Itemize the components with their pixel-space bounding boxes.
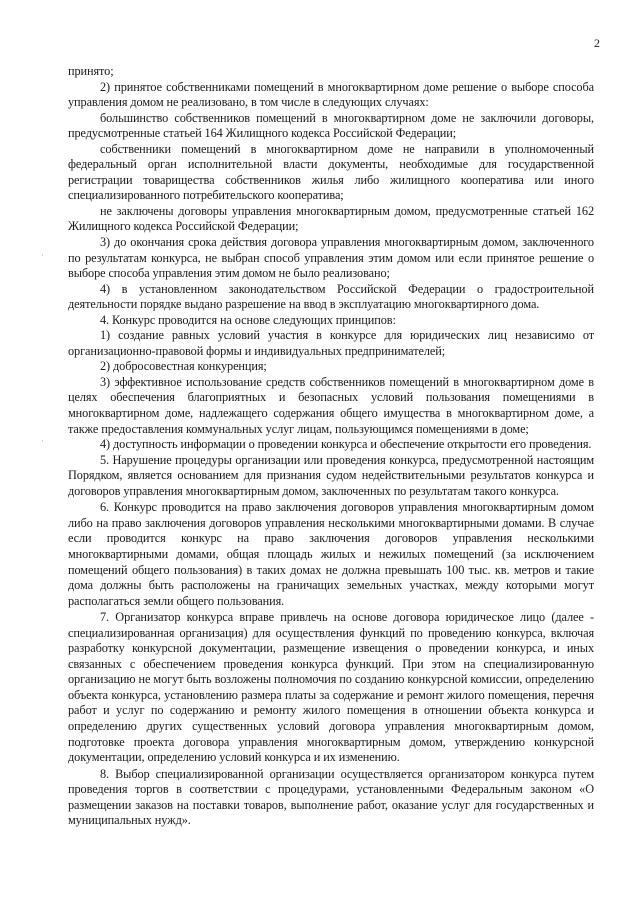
paragraph: принято; <box>68 64 114 78</box>
document-body <box>68 64 594 830</box>
paragraph: 6. Конкурс проводится на право заключения договоров управления многоквартирным домом либо на право заключения договоров управления несколькими многоквартирными домами. В случае если проводится конкурс на право заключения договоров управления несколькими многоквартирными домами, общая площадь жилых и нежилых помещений (за исключением помещений общего пользования) в таких домах не должна превышать 100 тыс. кв. метров и такие дома должны быть расположены на граничащих земельных участках, между которыми могут располагаться земли общего пользования. <box>68 500 594 608</box>
paragraph: собственники помещений в многоквартирном доме не направили в уполномоченный федеральный орган исполнительной власти документы, необходимые для государственной регистрации товарищества собственников жилья либо жилищного кооператива или иного специализированного потребительского кооператива; <box>68 141 594 203</box>
paragraph: 5. Нарушение процедуры организации или проведения конкурса, предусмотренной настоящим Порядком, является основанием для признания судом недействительными результатов конкурса и договоров управления многоквартирным домом, заключенных по результатам такого конкурса. <box>68 452 594 498</box>
paragraph: 2) добросовестная конкуренция; <box>100 359 267 374</box>
paragraph: не заключены договоры управления многоквартирным домом, предусмотренные статьей 162 Жилищного кодекса Российской Федерации; <box>68 203 594 234</box>
paragraph: 3) до окончания срока действия договора управления многоквартирным домом, заключенного по результатам конкурса, не выбран способ управления этим домом или если принятое решение о выборе способа управления этим домом не было реализовано; <box>68 235 594 281</box>
scan-speck: · <box>41 250 44 260</box>
paragraph: 8. Выбор специализированной организации осуществляется организатором конкурса путем проведения торгов в соответствии с процедурами, установленными Федеральным законом «О размещении заказов на поставки товаров, выполнение работ, оказание услуг для государственных и муниципальных нужд». <box>68 766 594 828</box>
paragraph: 4) доступность информации о проведении конкурса и обеспечение открытости его проведения. <box>100 437 592 452</box>
paragraph: 3) эффективное использование средств собственников помещений в многоквартирном доме в целях обеспечения благоприятных и безопасных условий пользования помещениями в многоквартирном доме, надлежащего содержания общего имущества в многоквартирном доме, а также предоставления коммунальных услуг лицам, пользующимся помещениями в доме; <box>68 374 594 436</box>
paragraph: 2) принятое собственниками помещений в многоквартирном доме решение о выборе способа управления домом не реализовано, в том числе в следующих случаях: <box>68 79 594 110</box>
scan-speck: · <box>41 436 44 446</box>
page-number: 2 <box>594 36 600 50</box>
paragraph: 1) создание равных условий участия в конкурсе для юридических лиц независимо от организационно-правовой формы и индивидуальных предпринимателей; <box>68 328 594 358</box>
paragraph: 7. Организатор конкурса вправе привлечь на основе договора юридическое лицо (далее - специализированная организация) для осуществления функций по проведению конкурса, включая разработку конкурсной документации, размещение извещения о проведении конкурса, и иных связанных с обеспечением проведения конкурса функций. При этом на специализированную организацию не могут быть возложены полномочия по созданию конкурсной комиссии, определению объекта конкурса, установлению размера платы за содержание и ремонт жилого помещения, перечня работ и услуг по содержанию и ремонту жилого помещения в отношении объекта конкурса и определению других существенных условий договора управления многоквартирным домом, подготовке проекта договора управления многоквартирным домом, утверждению конкурсной документации, определению условий конкурса и их изменению. <box>68 610 594 765</box>
paragraph: большинство собственников помещений в многоквартирном доме не заключили договоры, предусмотренные статьей 164 Жилищного кодекса Российской Федерации; <box>68 110 594 141</box>
paragraph: 4. Конкурс проводится на основе следующих принципов: <box>100 312 396 327</box>
paragraph: 4) в установленном законодательством Российской Федерации о градостроительной деятельности порядке выдано разрешение на ввод в эксплуатацию многоквартирного дома. <box>68 281 594 312</box>
